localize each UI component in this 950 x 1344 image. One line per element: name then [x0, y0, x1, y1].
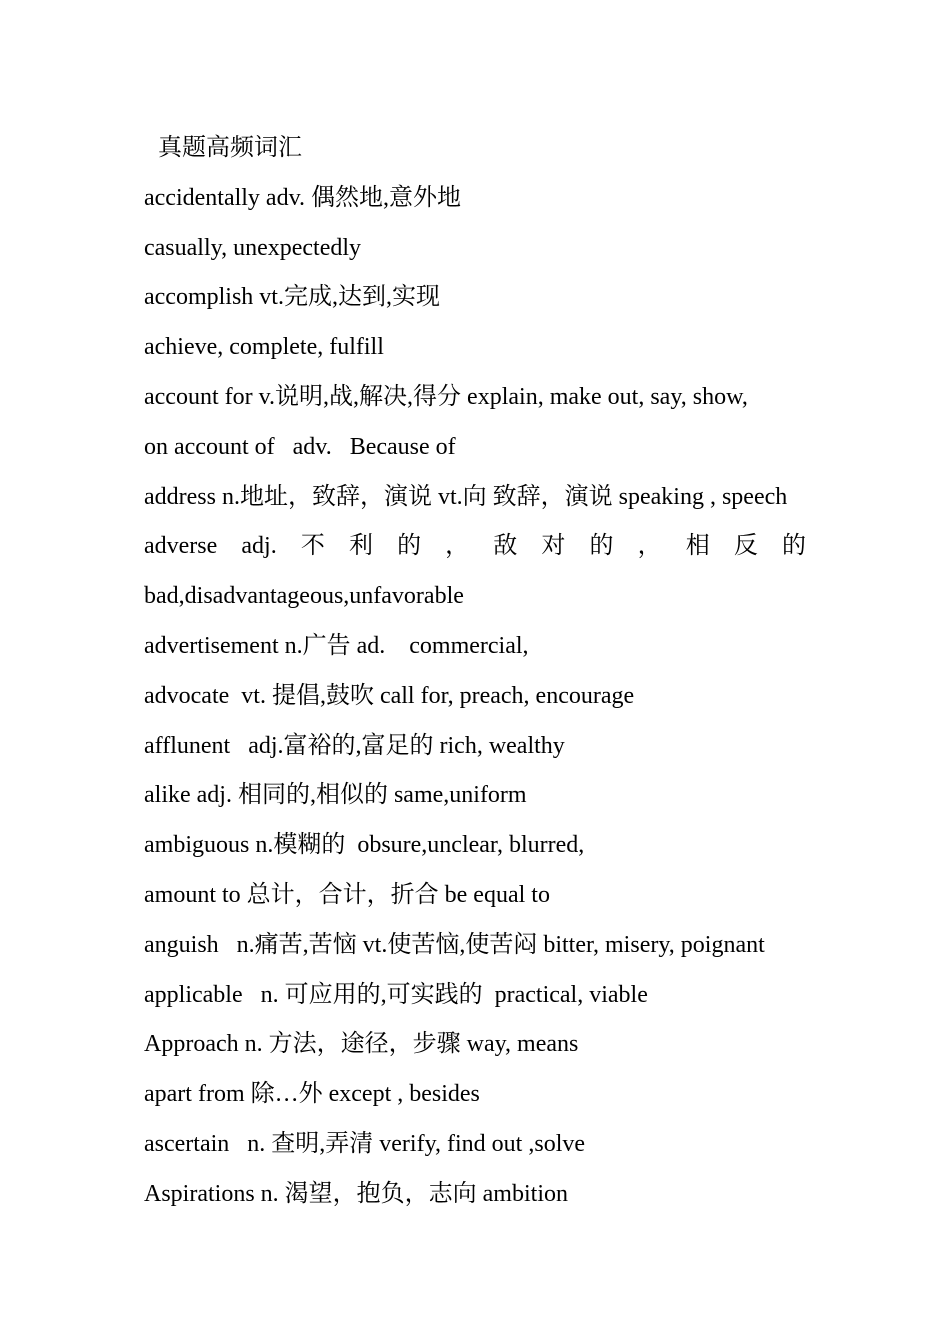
justified-token: adj.	[241, 533, 277, 560]
justified-token: 利	[348, 533, 373, 560]
entry-line: Approach n. 方法，途径，步骤 way, means	[144, 1031, 579, 1058]
entry-line: alike adj. 相同的,相似的 same,uniform	[144, 782, 527, 809]
justified-token: ，	[637, 533, 662, 560]
entry-line: advocate vt. 提倡,鼓吹 call for, preach, encourage	[144, 682, 635, 709]
entry-line: achieve, complete, fulfill	[144, 334, 384, 361]
entry-line: amount to 总计，合计，折合 be equal to	[144, 881, 550, 908]
entry-line: account for v.说明,战,解决,得分 explain, make out, say, show,	[144, 383, 748, 410]
entry-line: afflunent adj.富裕的,富足的 rich, wealthy	[144, 732, 565, 759]
entry-line: address n.地址，致辞，演说 vt.向 致辞，演说 speaking , speech	[144, 483, 788, 510]
entry-line: accidentally adv. 偶然地,意外地	[144, 184, 462, 211]
justified-token: 敌	[493, 533, 518, 560]
justified-token: ，	[445, 533, 470, 560]
entry-line: anguish n.痛苦,苦恼 vt.使苦恼,使苦闷 bitter, misery, poignant	[144, 931, 765, 958]
justified-token: 反	[733, 533, 758, 560]
entry-line: on account of adv. Because of	[144, 433, 456, 460]
entry-line: bad,disadvantageous,unfavorable	[144, 583, 464, 610]
entry-line-justified	[144, 522, 806, 572]
justified-token: 对	[541, 533, 566, 560]
justified-token: 的	[781, 533, 806, 560]
entry-line: applicable n. 可应用的,可实践的 practical, viable	[144, 981, 648, 1008]
entry-line: advertisement n.广告 ad. commercial,	[144, 632, 529, 659]
justified-token: 的	[397, 533, 422, 560]
document-title: 真题高频词汇	[158, 135, 302, 161]
entry-line: accomplish vt.完成,达到,实现	[144, 284, 440, 311]
entry-line: ascertain n. 查明,弄清 verify, find out ,solve	[144, 1130, 586, 1157]
entry-line: ambiguous n.模糊的 obsure,unclear, blurred,	[144, 832, 585, 859]
justified-token: adverse	[144, 533, 218, 560]
vocabulary-list	[144, 124, 806, 1220]
entry-line: apart from 除…外 except , besides	[144, 1081, 480, 1108]
justified-token: 的	[589, 533, 614, 560]
justified-token: 相	[685, 533, 710, 560]
entry-line: casually, unexpectedly	[144, 234, 362, 261]
justified-token: 不	[300, 533, 325, 560]
entry-line: Aspirations n. 渴望，抱负，志向 ambition	[144, 1180, 568, 1207]
